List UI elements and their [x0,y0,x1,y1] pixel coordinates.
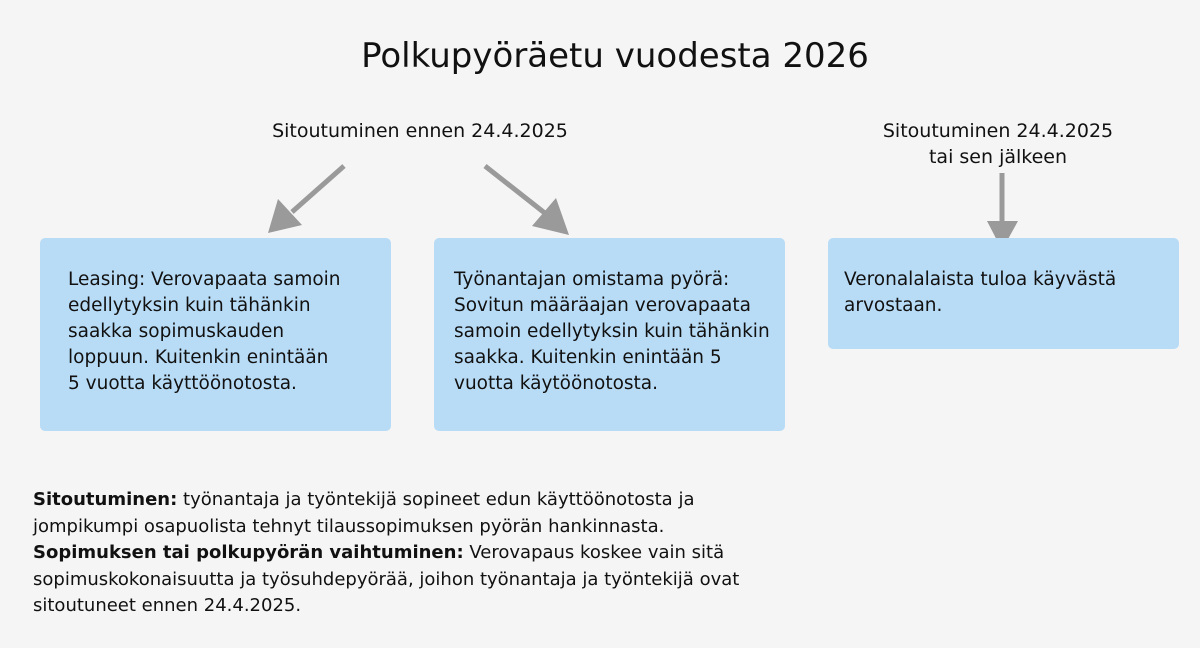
box-leasing-line: edellytyksin kuin tähänkin [68,295,311,316]
box-employer-line: samoin edellytyksin kuin tähänkin [454,321,770,342]
footnotes [33,487,1033,620]
note-commitment-line2: jompikumpi osapuolista tehnyt tilaussopimuksen pyörän hankinnasta. [33,515,665,537]
note-term-change: Sopimuksen tai polkupyörän vaihtuminen: [33,542,464,563]
box-taxable-line: Veronalalaista tuloa käyvästä [844,269,1117,290]
label-after-date-line2: tai sen jälkeen [928,146,1068,168]
box-leasing-line: loppuun. Kuitenkin enintään [68,347,329,368]
box-employer-owned [434,238,785,431]
arrow-leasing-icon [268,166,344,233]
box-employer-line: vuotta käytöönotosta. [454,373,659,394]
note-change-line1 [33,540,1033,567]
box-leasing [40,238,391,431]
label-before-date: Sitoutuminen ennen 24.4.2025 [272,120,568,142]
arrow-employer-icon [485,166,569,235]
box-taxable-line: arvostaan. [844,295,943,316]
note-def-change: Verovapaus koskee vain sitä [463,542,725,563]
note-term-commitment: Sitoutuminen: [33,489,178,510]
box-taxable [828,238,1179,349]
box-leasing-line: 5 vuotta käyttöönotosta. [68,373,297,394]
box-employer-line: Työnantajan omistama pyörä: [454,269,730,290]
note-def-commitment: työnantaja ja työntekijä sopineet edun käyttöönotosta ja [177,489,695,510]
page-title: Polkupyöräetu vuodesta 2026 [361,36,869,76]
box-employer-line: saakka. Kuitenkin enintään 5 [454,347,722,368]
box-leasing-line: saakka sopimuskauden [68,321,285,342]
note-change-line3: sitoutuneet ennen 24.4.2025. [33,595,302,616]
note-commitment-line1 [33,487,1033,514]
note-change-line2: sopimuskokonaisuutta ja työsuhdepyörää, joihon työnantaja ja työntekijä ovat [33,568,740,590]
box-employer-line: Sovitun määräajan verovapaata [454,295,751,316]
box-leasing-line: Leasing: Verovapaata samoin [68,269,341,290]
label-after-date-line1: Sitoutuminen 24.4.2025 [882,120,1114,142]
